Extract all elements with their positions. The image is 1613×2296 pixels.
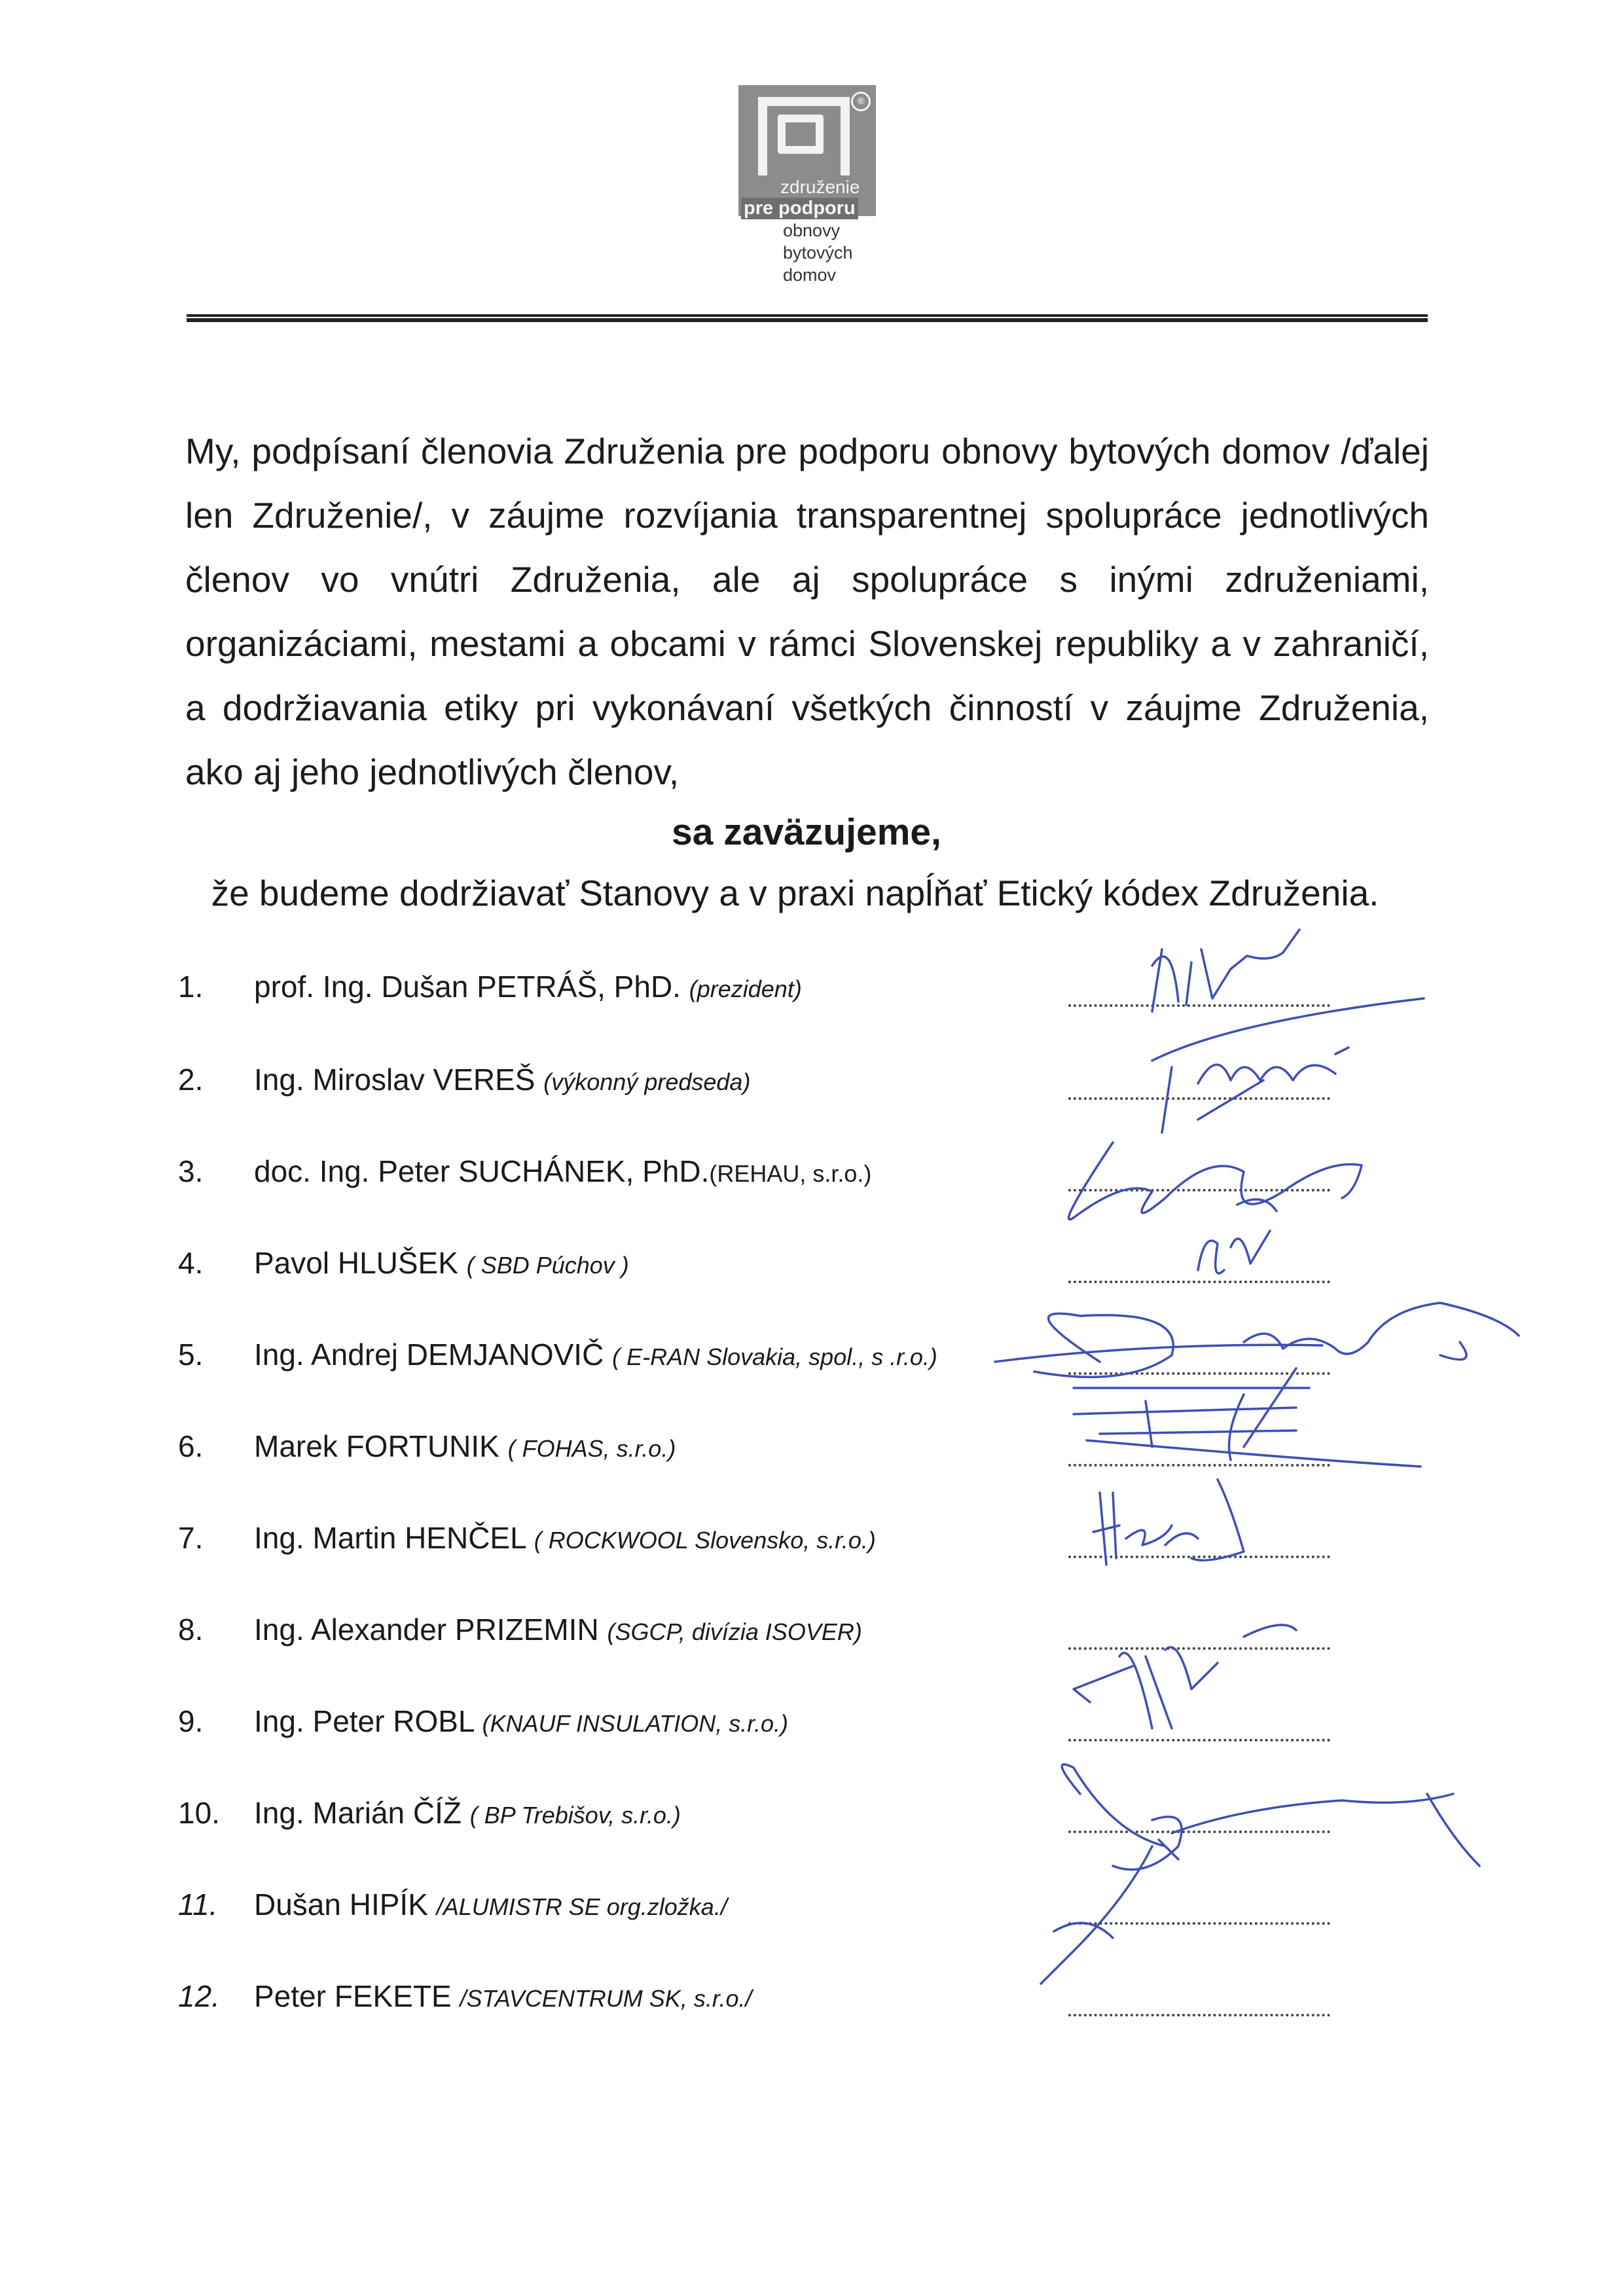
signatory-affiliation: (REHAU, s.r.o.) — [709, 1160, 872, 1187]
signatory-affiliation: ( E-RAN Slovakia, spol., s .r.o.) — [612, 1343, 937, 1370]
commitment-title: sa zaväzujeme, — [672, 811, 941, 853]
signatory-affiliation: /ALUMISTR SE org.zložka./ — [436, 1893, 727, 1920]
signatory-affiliation: (prezident) — [689, 975, 802, 1002]
registered-mark-icon: ® — [851, 92, 871, 111]
signatory-affiliation: (výkonný predseda) — [543, 1068, 751, 1095]
signatory-name: Ing. Peter ROBL — [254, 1704, 474, 1738]
signature-8 — [1074, 1625, 1296, 1728]
signatory-name: Ing. Alexander PRIZEMIN — [254, 1613, 599, 1647]
signatory-number: 6. — [178, 1429, 204, 1463]
signatory-name: Ing. Marián ČÍŽ — [254, 1796, 462, 1830]
logo-text-line5: domov — [783, 265, 837, 285]
signatory-name: Ing. Miroslav VEREŠ — [254, 1063, 535, 1097]
signatory-affiliation: /STAVCENTRUM SK, s.r.o./ — [460, 1985, 752, 2012]
signatory-number: 8. — [178, 1613, 204, 1647]
signature-9 — [1062, 1764, 1479, 1870]
signatory-affiliation: (KNAUF INSULATION, s.r.o.) — [482, 1710, 788, 1737]
signatory-number: 1. — [178, 970, 204, 1004]
signatory-number: 2. — [178, 1063, 204, 1097]
signatory-name: Ing. Andrej DEMJANOVIČ — [254, 1338, 604, 1372]
logo-text-line3: obnovy — [783, 221, 841, 240]
logo-text-line1: združenie — [780, 177, 860, 197]
signatory-name: Peter FEKETE — [254, 1979, 452, 2013]
signatory-name: Dušan HIPÍK — [254, 1887, 428, 1922]
signatory-number: 7. — [178, 1521, 204, 1555]
commitment-text: že budeme dodržiavať Stanovy a v praxi napĺňať Etický kódex Združenia. — [211, 873, 1379, 913]
signature-7 — [1093, 1480, 1244, 1565]
signatory-affiliation: (SGCP, divízia ISOVER) — [607, 1618, 862, 1645]
signatory-number: 3. — [178, 1154, 204, 1188]
signature-10 — [1041, 1846, 1152, 1984]
signatory-number: 4. — [178, 1246, 204, 1280]
signature-3 — [1069, 1080, 1362, 1220]
signatory-number: 9. — [178, 1704, 204, 1738]
signatory-number: 12. — [178, 1979, 220, 2013]
logo-text-line2: pre podporu — [741, 198, 858, 219]
signatory-name: Marek FORTUNIK — [254, 1429, 499, 1463]
signatory-affiliation: ( FOHAS, s.r.o.) — [507, 1435, 676, 1462]
signatory-number: 5. — [178, 1338, 204, 1372]
logo-text-line4: bytových — [783, 243, 853, 263]
signatory-name: Pavol HLUŠEK — [254, 1246, 458, 1280]
signature-4 — [1198, 1199, 1277, 1273]
signatory-affiliation: ( BP Trebišov, s.r.o.) — [469, 1802, 681, 1829]
signature-6 — [1074, 1368, 1421, 1467]
signatory-number: 10. — [178, 1796, 220, 1830]
signatory-name: prof. Ing. Dušan PETRÁŠ, PhD. — [254, 970, 681, 1004]
signatory-name: doc. Ing. Peter SUCHÁNEK, PhD. — [254, 1154, 710, 1188]
signature-5 — [995, 1303, 1519, 1377]
signature-2 — [1152, 998, 1424, 1133]
declaration-paragraph: My, podpísaní členovia Združenia pre podporu obnovy bytových domov /ďalej len Združenie/, v záujme rozvíjania transparentnej spolupráce jednotlivých členov vo vnútri Združenia, ale aj spolupráce s inými združeniami, organizáciami, mestami a obcami v rámci Slovenskej republiky a v zahraničí, a dodržiavania etiky pri vykonávaní všetkých činností v záujme Združenia, ako aj jeho jednotlivých členov, — [185, 431, 1429, 792]
signature-1 — [1152, 930, 1299, 1011]
signatory-affiliation: ( SBD Púchov ) — [466, 1252, 629, 1279]
signatory-number: 11. — [178, 1887, 218, 1922]
signatory-name: Ing. Martin HENČEL — [254, 1521, 526, 1555]
signatory-affiliation: ( ROCKWOOL Slovensko, s.r.o.) — [534, 1527, 876, 1554]
